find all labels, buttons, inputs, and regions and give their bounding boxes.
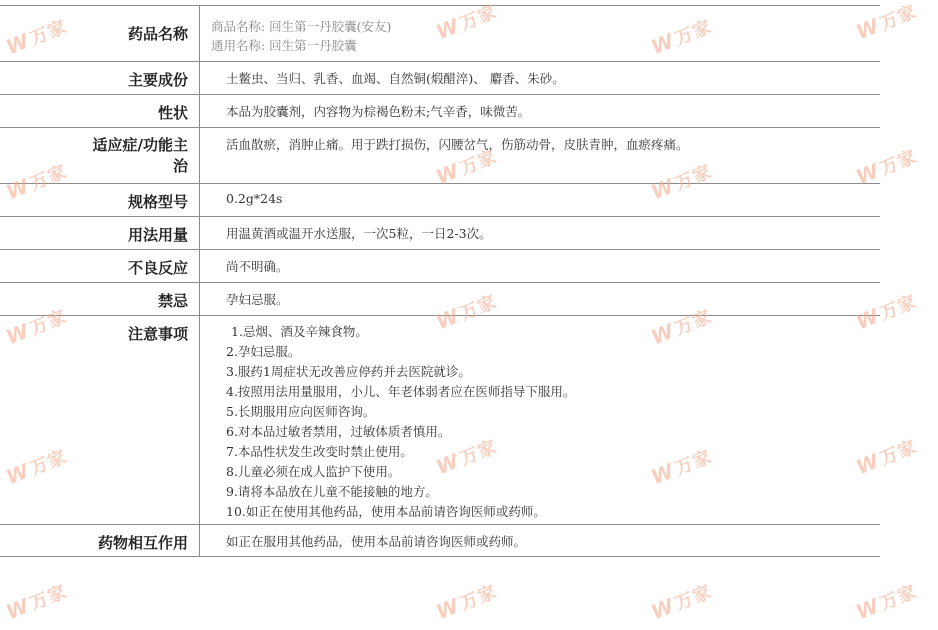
value-text: 活血散瘀，消肿止痛。用于跌打损伤，闪腰岔气，伤筋动骨，皮肤青肿，血瘀疼痛。 (226, 137, 689, 152)
row-label (0, 525, 200, 556)
row-value (200, 62, 880, 94)
row-label (0, 250, 200, 282)
value-text: 0.2g*24s (226, 191, 283, 206)
list-item: 7.本品性状发生改变时禁止使用。 (226, 444, 413, 459)
watermark-logo: W万家 (647, 446, 716, 490)
watermark-logo: W万家 (2, 306, 71, 350)
list-item: 1.忌烟、酒及辛辣食物。 (231, 324, 368, 339)
watermark-logo: W万家 (852, 1, 921, 45)
label-text: 注意事项 (127, 325, 188, 343)
watermark-logo: W万家 (647, 581, 716, 625)
list-item: 2.孕妇忌服。 (226, 344, 301, 359)
watermark-logo: W万家 (852, 146, 921, 190)
row-value (200, 217, 880, 249)
row-indications (0, 127, 880, 183)
row-value (200, 95, 880, 127)
list-item: 4.按照用法用量服用，小儿、年老体弱者应在医师指导下服用。 (226, 384, 576, 399)
label-text: 治 (172, 157, 188, 175)
value-text: 尚不明确。 (226, 259, 289, 274)
value-text: 孕妇忌服。 (226, 292, 289, 307)
watermark-logo: W万家 (432, 146, 501, 190)
watermark-logo: W万家 (852, 436, 921, 480)
row-drug-name (0, 5, 880, 61)
list-item: 6.对本品过敏者禁用，过敏体质者慎用。 (226, 424, 451, 439)
generic-name: 通用名称: 回生第一丹胶囊 (211, 38, 357, 53)
row-value (200, 250, 880, 282)
precautions-list (200, 316, 880, 524)
row-label (0, 316, 200, 524)
row-value (200, 6, 880, 61)
label-text: 不良反应 (127, 259, 188, 277)
watermark-logo: W万家 (432, 436, 501, 480)
row-label (0, 128, 200, 183)
row-label (0, 184, 200, 216)
value-text: 土鳖虫、当归、乳香、血竭、自然铜(煅醋淬)、 麝香、朱砂。 (226, 71, 565, 86)
row-value (200, 525, 880, 556)
row-dosage (0, 216, 880, 249)
row-label (0, 217, 200, 249)
row-label (0, 283, 200, 315)
row-label (0, 6, 200, 61)
watermark-logo: W万家 (432, 291, 501, 335)
label-text: 药物相互作用 (97, 534, 188, 552)
table-bottom-border (0, 556, 880, 557)
label-text: 用法用量 (127, 226, 188, 244)
watermark-logo: W万家 (852, 291, 921, 335)
row-specification (0, 183, 880, 216)
watermark-logo: W万家 (2, 16, 71, 60)
row-label (0, 95, 200, 127)
watermark-logo: W万家 (432, 1, 501, 45)
list-item: 9.请将本品放在儿童不能接触的地方。 (226, 484, 438, 499)
row-drug-interactions (0, 524, 880, 556)
row-ingredients (0, 61, 880, 94)
row-contraindications (0, 282, 880, 315)
list-item: 3.服药1周症状无改善应停药并去医院就诊。 (226, 364, 471, 379)
watermark-logo: W万家 (647, 306, 716, 350)
label-text: 性状 (157, 104, 188, 122)
list-item: 8.儿童必须在成人监护下使用。 (226, 464, 401, 479)
list-item: 10.如正在使用其他药品，使用本品前请咨询医师或药师。 (226, 504, 546, 519)
row-value (200, 283, 880, 315)
watermark-logo: W万家 (2, 446, 71, 490)
value-text: 本品为胶囊剂，内容物为棕褐色粉末;气辛香，味微苦。 (226, 104, 531, 119)
watermark-logo: W万家 (647, 161, 716, 205)
watermark-logo: W万家 (2, 161, 71, 205)
row-value (200, 184, 880, 216)
value-text: 用温黄酒或温开水送服，一次5粒，一日2-3次。 (226, 226, 492, 241)
label-text: 药品名称 (127, 25, 188, 43)
label-text: 适应症/功能主 (92, 136, 188, 154)
value-text: 如正在服用其他药品，使用本品前请咨询医师或药师。 (226, 534, 527, 549)
watermark-logo: W万家 (647, 16, 716, 60)
label-text: 主要成份 (127, 71, 188, 89)
list-item: 5.长期服用应向医师咨询。 (226, 404, 376, 419)
row-precautions (0, 315, 880, 524)
row-label (0, 62, 200, 94)
row-appearance (0, 94, 880, 127)
watermark-logo: W万家 (852, 581, 921, 625)
row-value (200, 128, 880, 183)
label-text: 规格型号 (127, 193, 188, 211)
trade-name: 商品名称: 回生第一丹胶囊(安友) (211, 19, 392, 34)
label-text: 禁忌 (157, 292, 188, 310)
row-adverse-reactions (0, 249, 880, 282)
watermark-logo: W万家 (432, 581, 501, 625)
watermark-logo: W万家 (2, 581, 71, 625)
